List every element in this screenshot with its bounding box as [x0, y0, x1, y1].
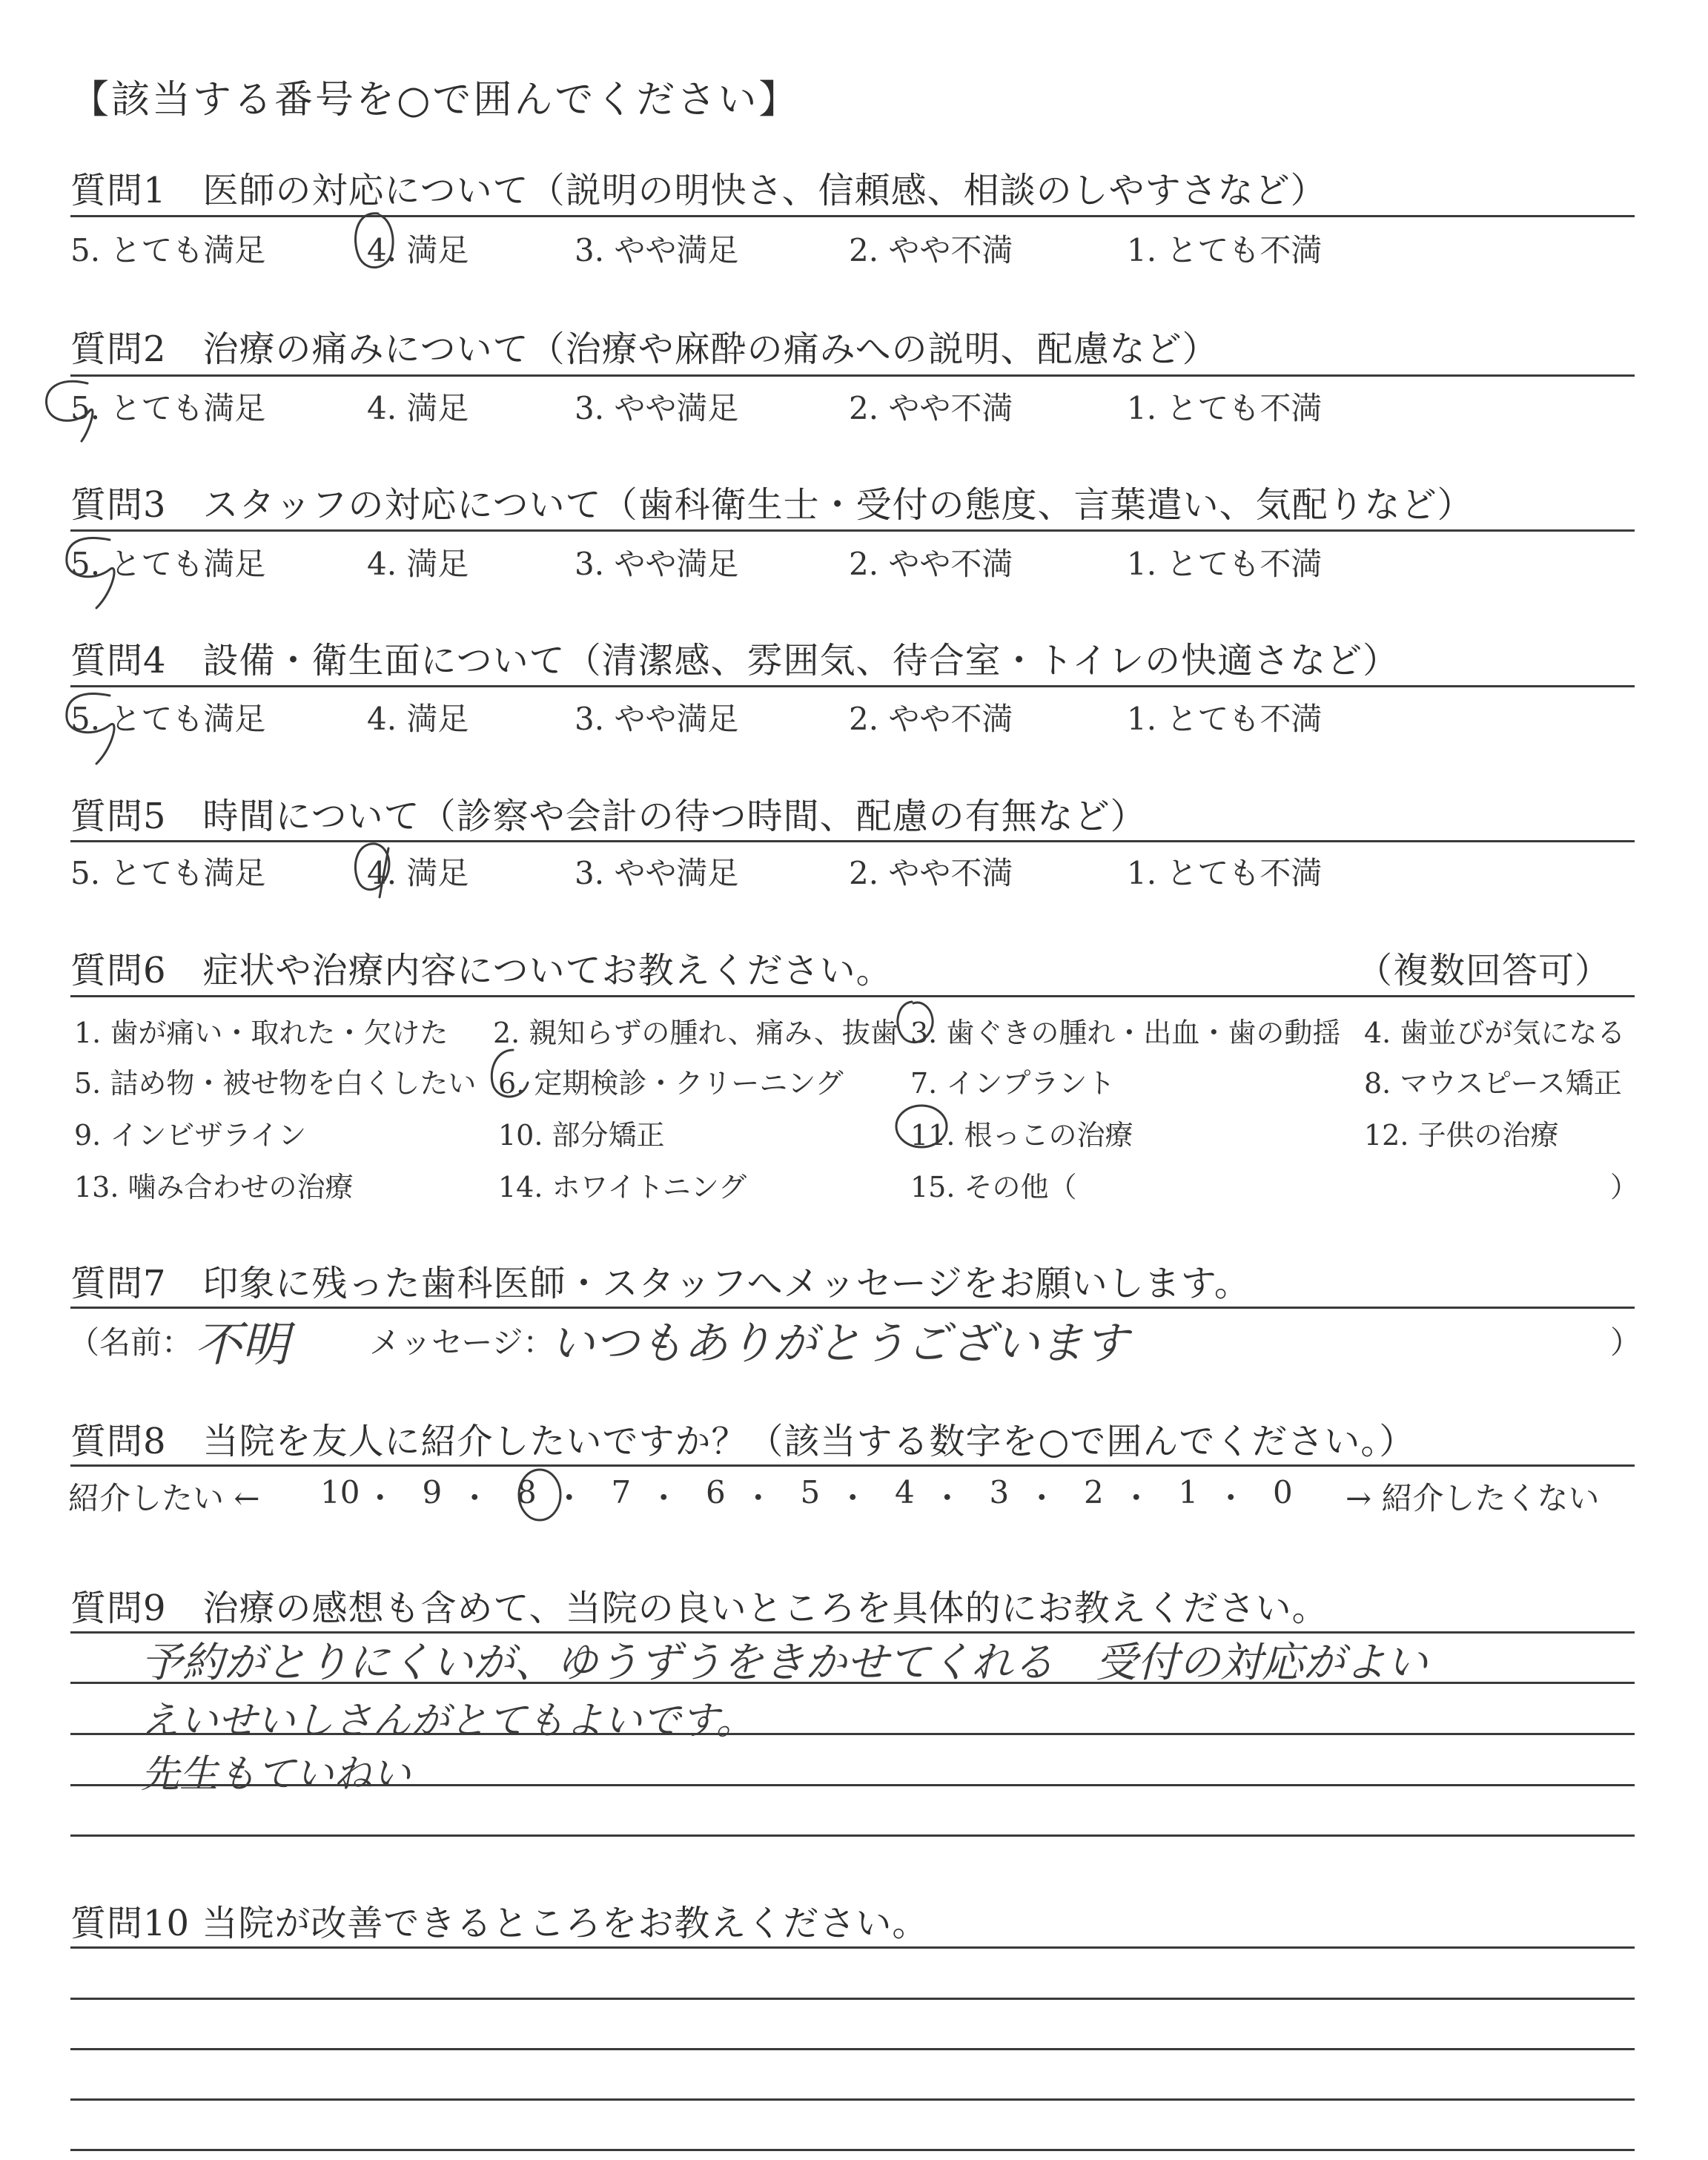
q3-option-4[interactable]: 4. 満足	[367, 546, 469, 582]
q8-scale-3[interactable]: 3	[989, 1474, 1010, 1510]
q1-option-4[interactable]: 4. 満足	[367, 232, 469, 268]
q9-answer-line-3[interactable]: 先生もていねい	[141, 1752, 411, 1797]
q5-option-2[interactable]: 2. やや不満	[849, 855, 1013, 891]
q8-scale-separator: ・	[931, 1480, 963, 1516]
divider	[70, 215, 1635, 217]
q8-scale-separator: ・	[1026, 1480, 1058, 1516]
q8-left-label: 紹介したい ←	[68, 1480, 260, 1516]
q8-selection-circle	[514, 1467, 566, 1526]
q6-option-15[interactable]: 15. その他（	[910, 1171, 1077, 1203]
q5-option-3[interactable]: 3. やや満足	[575, 855, 739, 891]
answer-line	[70, 1998, 1635, 2000]
q6-option-10[interactable]: 10. 部分矯正	[498, 1119, 665, 1152]
q2-option-3[interactable]: 3. やや満足	[575, 390, 739, 426]
q8-scale-separator: ・	[648, 1480, 680, 1516]
q4-option-3[interactable]: 3. やや満足	[575, 701, 739, 737]
q8-scale-0[interactable]: 0	[1273, 1474, 1293, 1510]
q3-option-2[interactable]: 2. やや不満	[849, 546, 1013, 582]
q6-selection-circle-3	[890, 997, 941, 1049]
q8-scale-4[interactable]: 4	[895, 1474, 915, 1510]
q4-option-2[interactable]: 2. やや不満	[849, 701, 1013, 737]
divider	[70, 995, 1635, 997]
q6-option-7[interactable]: 7. インプラント	[910, 1067, 1116, 1100]
q8-scale-2[interactable]: 2	[1084, 1474, 1104, 1510]
q6-other-close-paren: ）	[1610, 1171, 1639, 1203]
divider	[70, 374, 1635, 377]
q8-scale-separator: ・	[742, 1480, 774, 1516]
q4-option-4[interactable]: 4. 満足	[367, 701, 469, 737]
q7-name-value[interactable]: 不明	[194, 1318, 289, 1373]
q5-selection-circle	[347, 838, 406, 905]
q8-scale-separator: ・	[364, 1480, 396, 1516]
divider	[70, 1464, 1635, 1467]
answer-line	[70, 1946, 1635, 1949]
q3-title: 質問3 スタッフの対応について（歯科衛生士・受付の態度、言葉遣い、気配りなど）	[70, 484, 1474, 526]
q8-scale-8[interactable]: 8	[517, 1474, 537, 1510]
q7-message-label: メッセージ：	[369, 1324, 555, 1361]
q6-title: 質問6 症状や治療内容についてお教えください。	[70, 950, 893, 991]
q6-option-3[interactable]: 3. 歯ぐきの腫れ・出血・歯の動揺	[910, 1017, 1341, 1049]
answer-line	[70, 2048, 1635, 2050]
q1-selection-circle	[348, 209, 400, 276]
q1-option-5[interactable]: 5. とても満足	[70, 232, 266, 268]
q8-title: 質問8 当院を友人に紹介したいですか？（該当する数字を○で囲んでください。）	[70, 1421, 1416, 1462]
q4-option-5[interactable]: 5. とても満足	[70, 701, 266, 737]
q1-option-3[interactable]: 3. やや満足	[575, 232, 739, 268]
q6-multiple-note: （複数回答可）	[1357, 950, 1612, 991]
q6-option-13[interactable]: 13. 噛み合わせの治療	[74, 1171, 354, 1203]
q4-selection-circle	[58, 688, 125, 770]
form-header: 【該当する番号を○で囲んでください】	[70, 78, 800, 122]
q10-title: 質問10 当院が改善できるところをお教えください。	[70, 1903, 929, 1944]
q6-option-11[interactable]: 11. 根っこの治療	[910, 1119, 1133, 1152]
q7-message-value[interactable]: いつもありがとうございます	[550, 1318, 1128, 1370]
q8-scale-6[interactable]: 6	[706, 1474, 726, 1510]
q6-option-6[interactable]: 6. 定期検診・クリーニング	[498, 1067, 844, 1100]
q8-scale-separator: ・	[1215, 1480, 1247, 1516]
q8-scale-separator: ・	[459, 1480, 491, 1516]
q1-option-2[interactable]: 2. やや不満	[849, 232, 1013, 268]
q3-selection-circle	[58, 532, 125, 614]
answer-line	[70, 1834, 1635, 1837]
q6-option-1[interactable]: 1. 歯が痛い・取れた・欠けた	[74, 1017, 448, 1049]
q2-selection-circle	[37, 374, 104, 449]
q9-answer-line-2[interactable]: えいせいしさんがとてもよいです。	[141, 1699, 755, 1743]
divider	[70, 840, 1635, 842]
answer-line	[70, 2149, 1635, 2151]
q8-scale-1[interactable]: 1	[1178, 1474, 1199, 1510]
q2-option-2[interactable]: 2. やや不満	[849, 390, 1013, 426]
q5-option-1[interactable]: 1. とても不満	[1127, 855, 1323, 891]
q6-option-5[interactable]: 5. 詰め物・被せ物を白くしたい	[74, 1067, 477, 1100]
q6-option-14[interactable]: 14. ホワイトニング	[498, 1171, 747, 1203]
q6-option-8[interactable]: 8. マウスピース矯正	[1364, 1067, 1622, 1100]
q2-option-4[interactable]: 4. 満足	[367, 390, 469, 426]
q2-title: 質問2 治療の痛みについて（治療や麻酔の痛みへの説明、配慮など）	[70, 328, 1219, 370]
q8-scale-5[interactable]: 5	[800, 1474, 821, 1510]
answer-line	[70, 2098, 1635, 2101]
q8-scale-separator: ・	[1120, 1480, 1152, 1516]
q6-option-9[interactable]: 9. インビザライン	[74, 1119, 307, 1152]
q9-answer-line-1[interactable]: 予約がとりにくいが、ゆうずうをきかせてくれる 受付の対応がよい	[141, 1639, 1428, 1687]
q8-scale-separator: ・	[553, 1480, 585, 1516]
q8-right-label: → 紹介したくない	[1345, 1480, 1600, 1516]
q9-title: 質問9 治療の感想も含めて、当院の良いところを具体的にお教えください。	[70, 1588, 1328, 1629]
q3-option-1[interactable]: 1. とても不満	[1127, 546, 1323, 582]
q7-name-label: （名前：	[68, 1324, 193, 1361]
q8-scale-separator: ・	[837, 1480, 869, 1516]
q5-option-4[interactable]: 4. 満足	[367, 855, 469, 891]
q2-option-1[interactable]: 1. とても不満	[1127, 390, 1323, 426]
q4-option-1[interactable]: 1. とても不満	[1127, 701, 1323, 737]
q6-selection-circle-6	[483, 1046, 535, 1105]
q6-option-2[interactable]: 2. 親知らずの腫れ、痛み、抜歯	[493, 1017, 898, 1049]
q8-scale-10[interactable]: 10	[320, 1474, 360, 1510]
q8-scale-7[interactable]: 7	[611, 1474, 632, 1510]
q7-close-paren: ）	[1610, 1324, 1642, 1361]
q2-option-5[interactable]: 5. とても満足	[70, 390, 266, 426]
q1-title: 質問1 医師の対応について（説明の明快さ、信頼感、相談のしやすさなど）	[70, 170, 1327, 211]
q8-scale-9[interactable]: 9	[422, 1474, 443, 1510]
divider	[70, 529, 1635, 532]
q5-title: 質問5 時間について（診察や会計の待つ時間、配慮の有無など）	[70, 796, 1147, 837]
q5-option-5[interactable]: 5. とても満足	[70, 855, 266, 891]
q1-option-1[interactable]: 1. とても不満	[1127, 232, 1323, 268]
q6-option-12[interactable]: 12. 子供の治療	[1364, 1119, 1559, 1152]
q3-option-3[interactable]: 3. やや満足	[575, 546, 739, 582]
q7-title: 質問7 印象に残った歯科医師・スタッフへメッセージをお願いします。	[70, 1263, 1251, 1304]
divider	[70, 685, 1635, 687]
q3-option-5[interactable]: 5. とても満足	[70, 546, 266, 582]
q6-option-4[interactable]: 4. 歯並びが気になる	[1364, 1017, 1626, 1049]
q4-title: 質問4 設備・衛生面について（清潔感、雰囲気、待合室・トイレの快適さなど）	[70, 640, 1400, 681]
q6-selection-circle-11	[893, 1101, 953, 1153]
